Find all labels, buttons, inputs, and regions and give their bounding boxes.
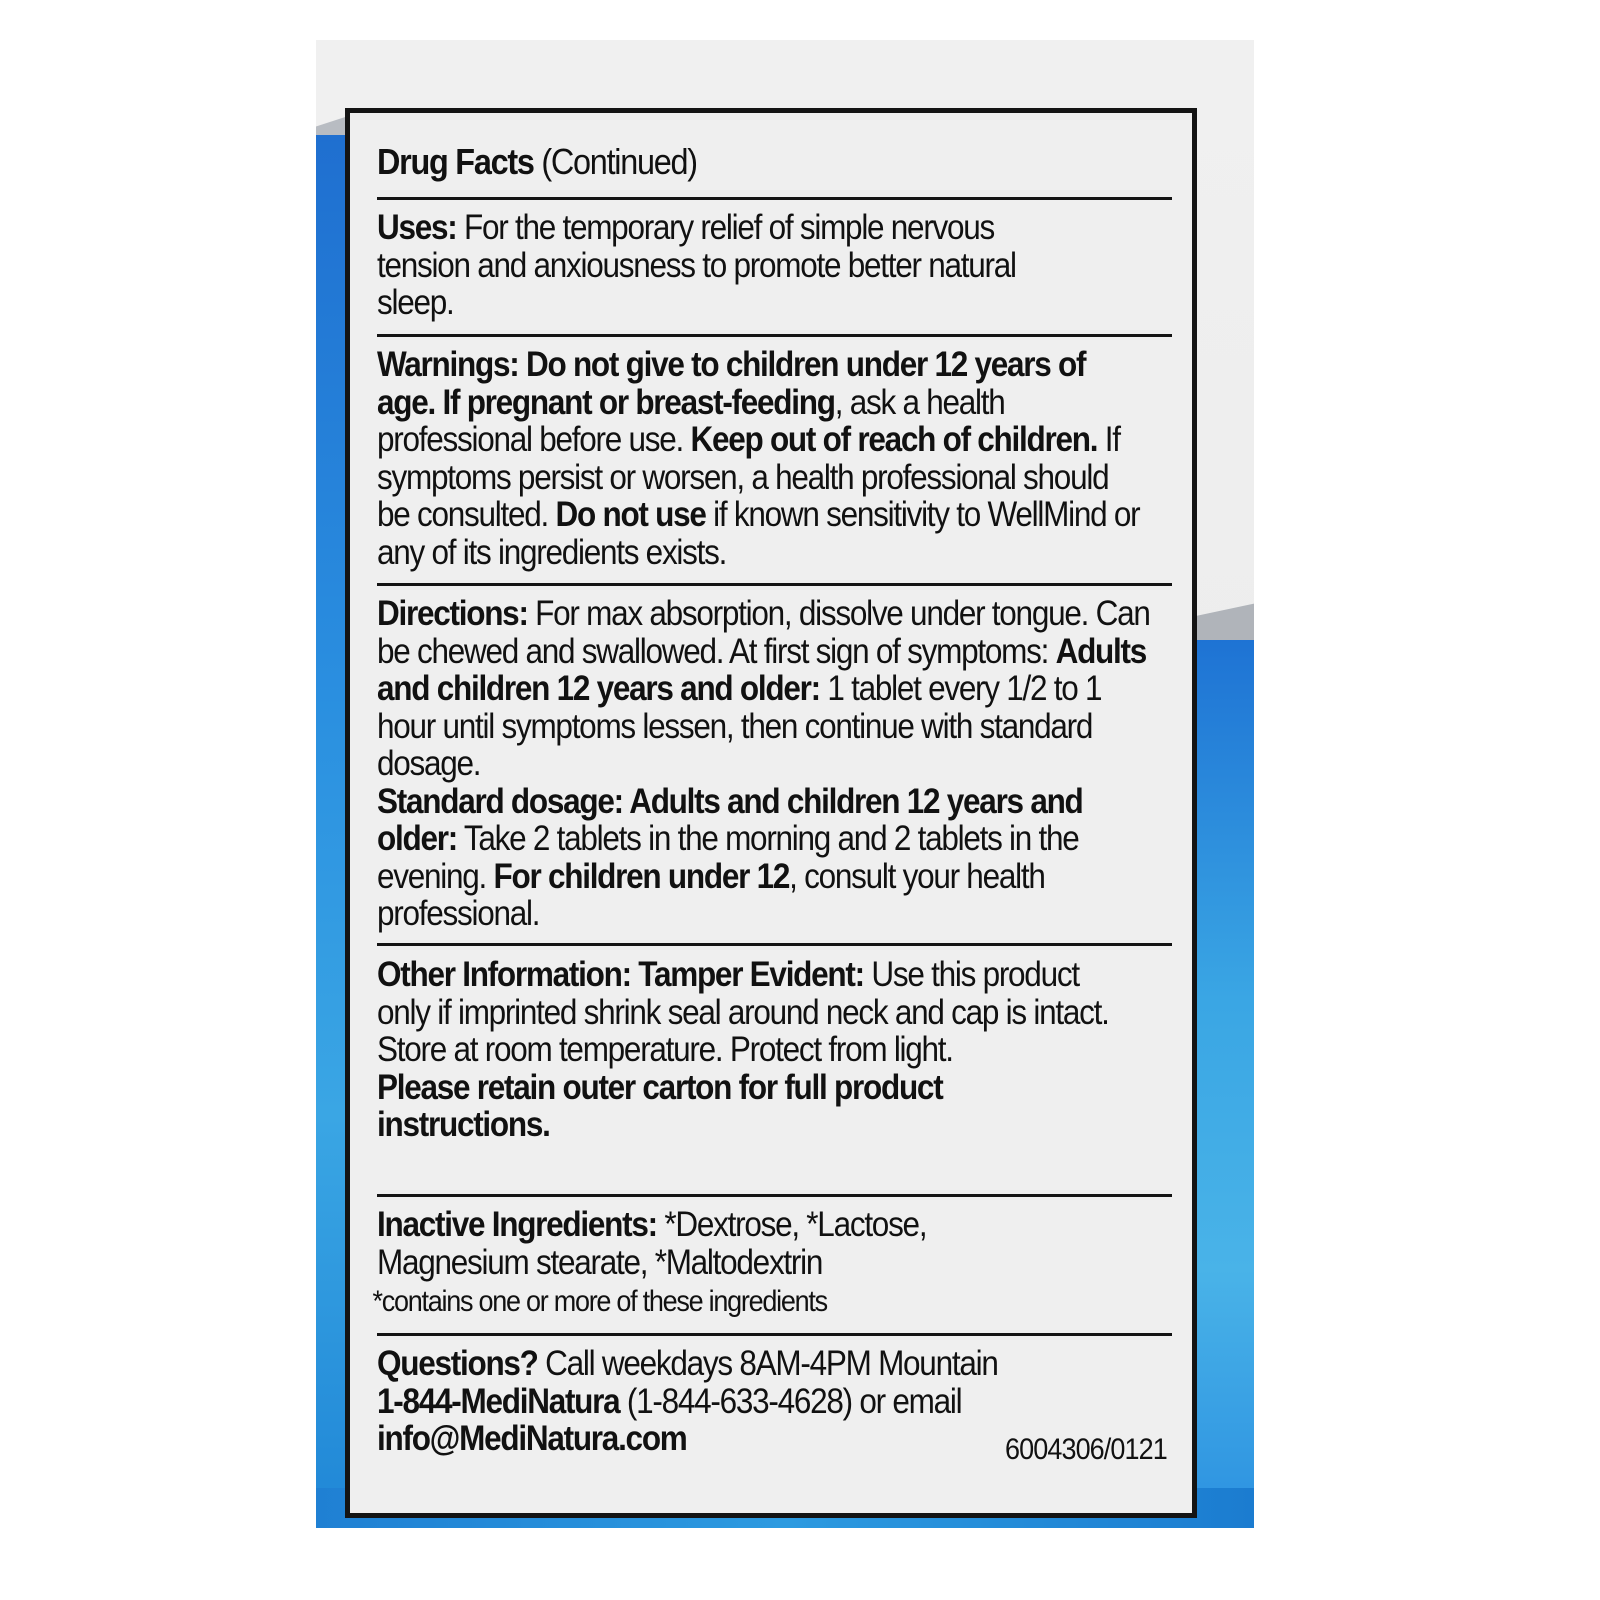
questions-text: Call weekdays 8AM-4PM Mountain [537,1344,998,1383]
warnings-label: Warnings: [377,345,519,384]
other-info-label: Other Information: Tamper Evident: [377,955,864,994]
inactive-label: Inactive Ingredients: [377,1205,657,1244]
directions-text: , consult your health professional. [377,856,1045,933]
inactive-footnote: *contains one or more of these ingredients [372,1285,827,1318]
warnings-text: , ask a health professional before use. [377,382,1005,459]
directions-standard-dosage-bold: Standard dosage: Adults and children 12 years and older: [377,781,1083,858]
warnings-section [377,346,1142,571]
other-information-section [377,956,1115,1144]
retain-carton-bold: Please retain outer carton for full product instructions. [377,1067,943,1144]
warnings-children-bold: Do not give to children under 12 years of age. If pregnant or breast-feeding [377,345,1086,422]
directions-text: Take 2 tablets in the morning and 2 tablets in the evening. [377,819,1079,896]
other-info-text: Use this product only if imprinted shrink seal around neck and cap is intact. [377,955,1109,1032]
directions-children-bold: For children under 12 [493,856,790,896]
directions-adults-bold: Adults and children 12 years and older: [377,631,1147,708]
uses-text: For the temporary relief of simple nervous tension and anxiousness to promote better natural sleep. [377,208,1016,322]
questions-label: Questions? [377,1344,538,1383]
phone-link[interactable]: 1-844-MediNatura [377,1381,620,1421]
directions-section [377,595,1160,933]
inactive-text: *Dextrose, *Lactose, Magnesium stearate, *Maltodextrin [377,1205,927,1282]
warnings-text: if known sensitivity to WellMind or any of its ingredients exists. [377,495,1140,572]
warnings-text: If symptoms persist or worsen, a health professional should be consulted. [377,420,1120,534]
divider [377,943,1172,946]
uses-label: Uses: [377,208,457,247]
questions-text: (1-844-633-4628) or email [619,1381,962,1421]
divider [377,1194,1172,1197]
divider [377,1333,1172,1336]
directions-text: For max absorption, dissolve under tongue. Can be chewed and swallowed. At first sign of symptoms: [377,594,1150,671]
drug-facts-title [377,143,1093,181]
lot-code: 6004306/0121 [1005,1433,1167,1466]
divider [377,583,1172,586]
directions-text: 1 tablet every 1/2 to 1 hour until symptoms lessen, then continue with standard dosage. [377,669,1102,783]
warnings-keep-out-bold: Keep out of reach of children. [690,420,1098,459]
divider [377,334,1172,337]
email-link[interactable]: info@MediNatura.com [377,1419,687,1458]
title-bold: Drug Facts [377,141,534,182]
carton-blue-panel-right [1194,640,1254,1528]
divider [377,197,1172,200]
drug-facts-panel [345,108,1197,1518]
title-continued: (Continued) [533,141,697,182]
storage-text: Store at room temperature. Protect from light. [377,1030,953,1069]
warnings-do-not-use-bold: Do not use [555,495,706,534]
inactive-ingredients-section [372,1205,1061,1319]
uses-section [377,209,1070,322]
directions-label: Directions: [377,594,528,633]
